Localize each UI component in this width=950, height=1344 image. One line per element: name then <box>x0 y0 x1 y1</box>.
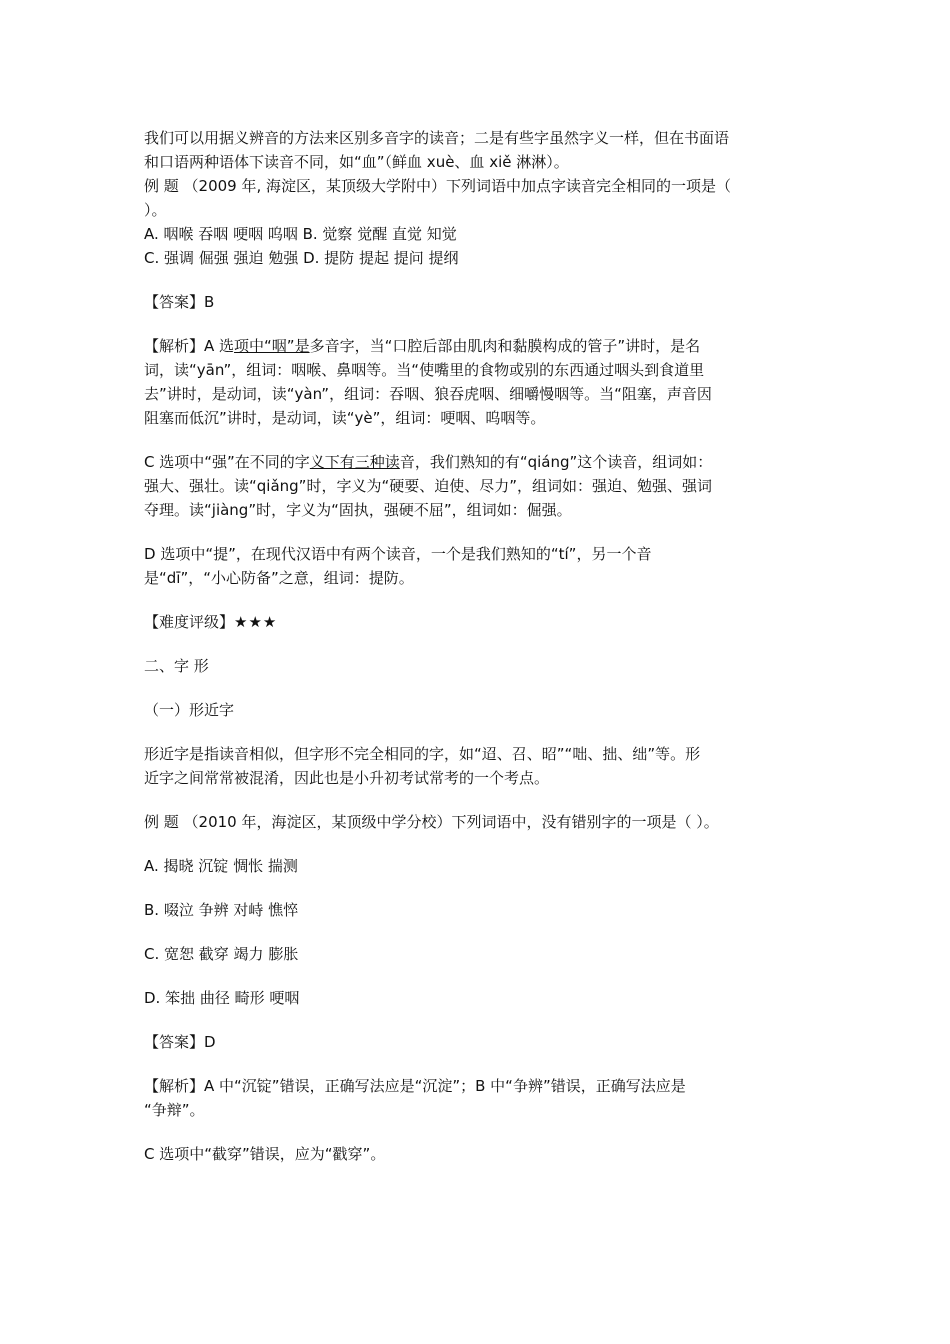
analysis-text: 【解析】A 选 <box>144 337 235 355</box>
subsection-heading: （一）形近字 <box>144 701 235 719</box>
paragraph-line: 形近字是指读音相似，但字形不完全相同的字，如“迢、召、昭”“咄、拙、绌”等。形 <box>144 745 701 763</box>
analysis-line: 夺理。读“jiàng”时，字义为“固执，强硬不屈”，组词如：倔强。 <box>144 501 572 519</box>
analysis-text: 音，我们熟知的有“qiáng”这个读音，组词如： <box>399 453 713 471</box>
example-question: 例 题 （2010 年，海淀区，某顶级中学分校）下列词语中，没有错别字的一项是（ ）。 <box>144 813 719 831</box>
analysis-text: C 选项中“强”在不同的字 <box>144 453 310 471</box>
answer: 【答案】B <box>144 293 215 311</box>
underlined-text: 项中“咽”是 <box>234 337 310 355</box>
analysis-line: 【解析】A 中“沉锭”错误，正确写法应是“沉淀”；B 中“争辨”错误，正确写法应是 <box>144 1077 686 1095</box>
option-c: C. 宽恕 截穿 竭力 膨胀 <box>144 945 299 963</box>
answer: 【答案】D <box>144 1033 216 1051</box>
example-options: A. 咽喉 吞咽 哽咽 呜咽 B. 觉察 觉醒 直觉 知觉 <box>144 225 457 243</box>
analysis-line: 强大、强壮。读“qiǎng”时，字义为“硬要、迫使、尽力”，组词如：强迫、勉强、强词 <box>144 477 712 495</box>
intro-line: 我们可以用据义辨音的方法来区别多音字的读音；二是有些字虽然字义一样，但在书面语 <box>144 129 730 147</box>
section-heading: 二、字 形 <box>144 657 209 675</box>
document-body <box>144 126 809 1166</box>
option-d: D. 笨拙 曲径 畸形 哽咽 <box>144 989 300 1007</box>
paragraph-line: 近字之间常常被混淆，因此也是小升初考试常考的一个考点。 <box>144 769 550 787</box>
analysis-line <box>144 334 809 358</box>
difficulty-stars: ★★★ <box>234 613 278 631</box>
analysis-line: 是“dī”，“小心防备”之意，组词：提防。 <box>144 569 414 587</box>
analysis-line: 阻塞而低沉”讲时，是动词，读“yè”，组词：哽咽、呜咽等。 <box>144 409 546 427</box>
underlined-text: 义下有三种读 <box>309 453 400 471</box>
analysis-line: 词，读“yān”，组词：咽喉、鼻咽等。当“使嘴里的食物或别的东西通过咽头到食道里 <box>144 361 705 379</box>
example-options: C. 强调 倔强 强迫 勉强 D. 提防 提起 提问 提纲 <box>144 249 459 267</box>
analysis-line: 去”讲时，是动词，读“yàn”，组词：吞咽、狼吞虎咽、细嚼慢咽等。当“阻塞，声音因 <box>144 385 712 403</box>
analysis-line <box>144 450 809 474</box>
analysis-line: D 选项中“提”，在现代汉语中有两个读音，一个是我们熟知的“tí”，另一个音 <box>144 545 652 563</box>
example-question-end: ）。 <box>144 201 167 219</box>
intro-line: 和口语两种语体下读音不同，如“血”（鲜血 xuè、血 xiě 淋淋）。 <box>144 153 569 171</box>
difficulty-rating <box>144 610 809 634</box>
difficulty-label: 【难度评级】 <box>144 613 235 631</box>
option-b: B. 啜泣 争辨 对峙 憔悴 <box>144 901 299 919</box>
analysis-line: “争辩”。 <box>144 1101 205 1119</box>
example-question: 例 题 （2009 年, 海淀区，某顶级大学附中）下列词语中加点字读音完全相同的一项是（ <box>144 177 732 195</box>
analysis-line: C 选项中“截穿”错误，应为“戳穿”。 <box>144 1145 386 1163</box>
option-a: A. 揭晓 沉锭 惆怅 揣测 <box>144 857 298 875</box>
analysis-text: 多音字，当“口腔后部由肌肉和黏膜构成的管子”讲时，是名 <box>309 337 701 355</box>
